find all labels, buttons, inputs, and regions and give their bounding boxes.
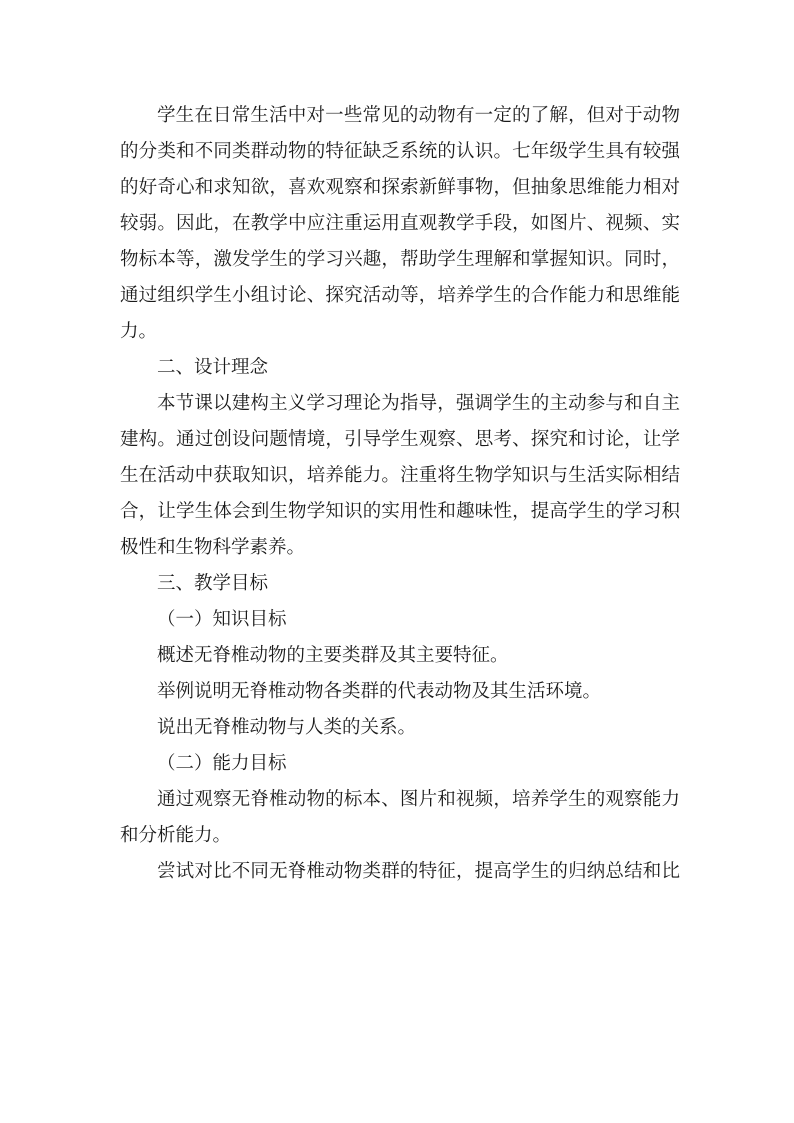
paragraph-line: 较弱。因此，在教学中应注重运用直观教学手段，如图片、视频、实 xyxy=(120,213,680,234)
section-heading: 三、教学目标 xyxy=(157,573,269,594)
paragraph-line: 的好奇心和求知欲，喜欢观察和探索新鲜事物，但抽象思维能力相对 xyxy=(120,177,680,198)
list-item: 概述无脊椎动物的主要类群及其主要特征。 xyxy=(157,645,509,666)
paragraph-line: 本节课以建构主义学习理论为指导，强调学生的主动参与和自主 xyxy=(157,393,680,414)
paragraph-line: 的分类和不同类群动物的特征缺乏系统的认识。七年级学生具有较强 xyxy=(120,141,680,162)
section-heading: 二、设计理念 xyxy=(157,357,269,378)
paragraph-line: 生在活动中获取知识，培养能力。注重将生物学知识与生活实际相结 xyxy=(120,465,680,486)
paragraph-line: 物标本等，激发学生的学习兴趣，帮助学生理解和掌握知识。同时， xyxy=(120,249,680,270)
paragraph-line: 尝试对比不同无脊椎动物类群的特征，提高学生的归纳总结和比 xyxy=(157,861,680,882)
paragraph-line: 建构。通过创设问题情境，引导学生观察、思考、探究和讨论，让学 xyxy=(120,429,680,450)
list-item: 举例说明无脊椎动物各类群的代表动物及其生活环境。 xyxy=(157,681,602,702)
subsection-heading: （二）能力目标 xyxy=(157,753,287,774)
paragraph-line: 通过组织学生小组讨论、探究活动等，培养学生的合作能力和思维能 xyxy=(120,285,680,306)
list-item: 说出无脊椎动物与人类的关系。 xyxy=(157,717,417,738)
paragraph-line: 合，让学生体会到生物学知识的实用性和趣味性，提高学生的学习积 xyxy=(120,501,680,522)
paragraph-line: 学生在日常生活中对一些常见的动物有一定的了解，但对于动物 xyxy=(157,105,680,126)
subsection-heading: （一）知识目标 xyxy=(157,609,287,630)
paragraph-line: 和分析能力。 xyxy=(120,825,232,846)
paragraph-line: 通过观察无脊椎动物的标本、图片和视频，培养学生的观察能力 xyxy=(157,789,680,810)
document-page xyxy=(120,98,680,890)
paragraph-line: 力。 xyxy=(120,321,158,342)
paragraph-line: 极性和生物科学素养。 xyxy=(120,537,306,558)
